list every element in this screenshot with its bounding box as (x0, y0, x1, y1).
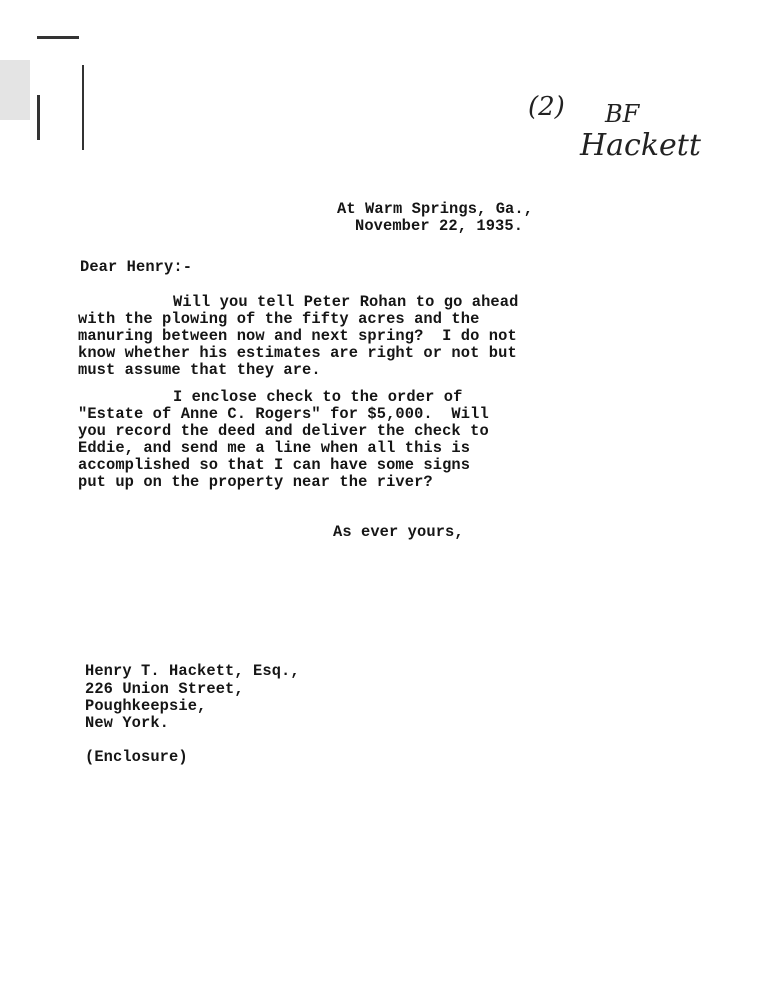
body-line: must assume that they are. (78, 361, 321, 379)
salutation: Dear Henry:- (80, 258, 193, 276)
body-line: with the plowing of the fifty acres and the (78, 310, 480, 328)
scan-mark (37, 95, 40, 140)
handwritten-name: Hackett (580, 128, 701, 163)
body-line: you record the deed and deliver the check to (78, 422, 489, 440)
body-line: accomplished so that I can have some signs (78, 456, 471, 474)
handwritten-number: (2) (528, 92, 565, 122)
body-line: "Estate of Anne C. Rogers" for $5,000. Will (78, 405, 489, 423)
body-line: put up on the property near the river? (78, 473, 433, 491)
address-line: 226 Union Street, (85, 680, 244, 698)
body-line: Eddie, and send me a line when all this is (78, 439, 471, 457)
address-line: New York. (85, 714, 170, 732)
scan-mark (82, 65, 84, 150)
letter-date: November 22, 1935. (355, 217, 524, 235)
body-line: manuring between now and next spring? I do not (78, 327, 517, 345)
scan-mark (37, 36, 79, 39)
handwritten-initials: BF (605, 100, 640, 128)
letter-place: At Warm Springs, Ga., (337, 200, 534, 218)
scan-noise (0, 60, 30, 120)
address-line: Henry T. Hackett, Esq., (85, 662, 300, 680)
body-line: I enclose check to the order of (173, 388, 463, 406)
body-line: Will you tell Peter Rohan to go ahead (173, 293, 519, 311)
enclosure-note: (Enclosure) (85, 748, 188, 766)
address-line: Poughkeepsie, (85, 697, 207, 715)
body-line: know whether his estimates are right or not but (78, 344, 517, 362)
closing: As ever yours, (333, 523, 464, 541)
